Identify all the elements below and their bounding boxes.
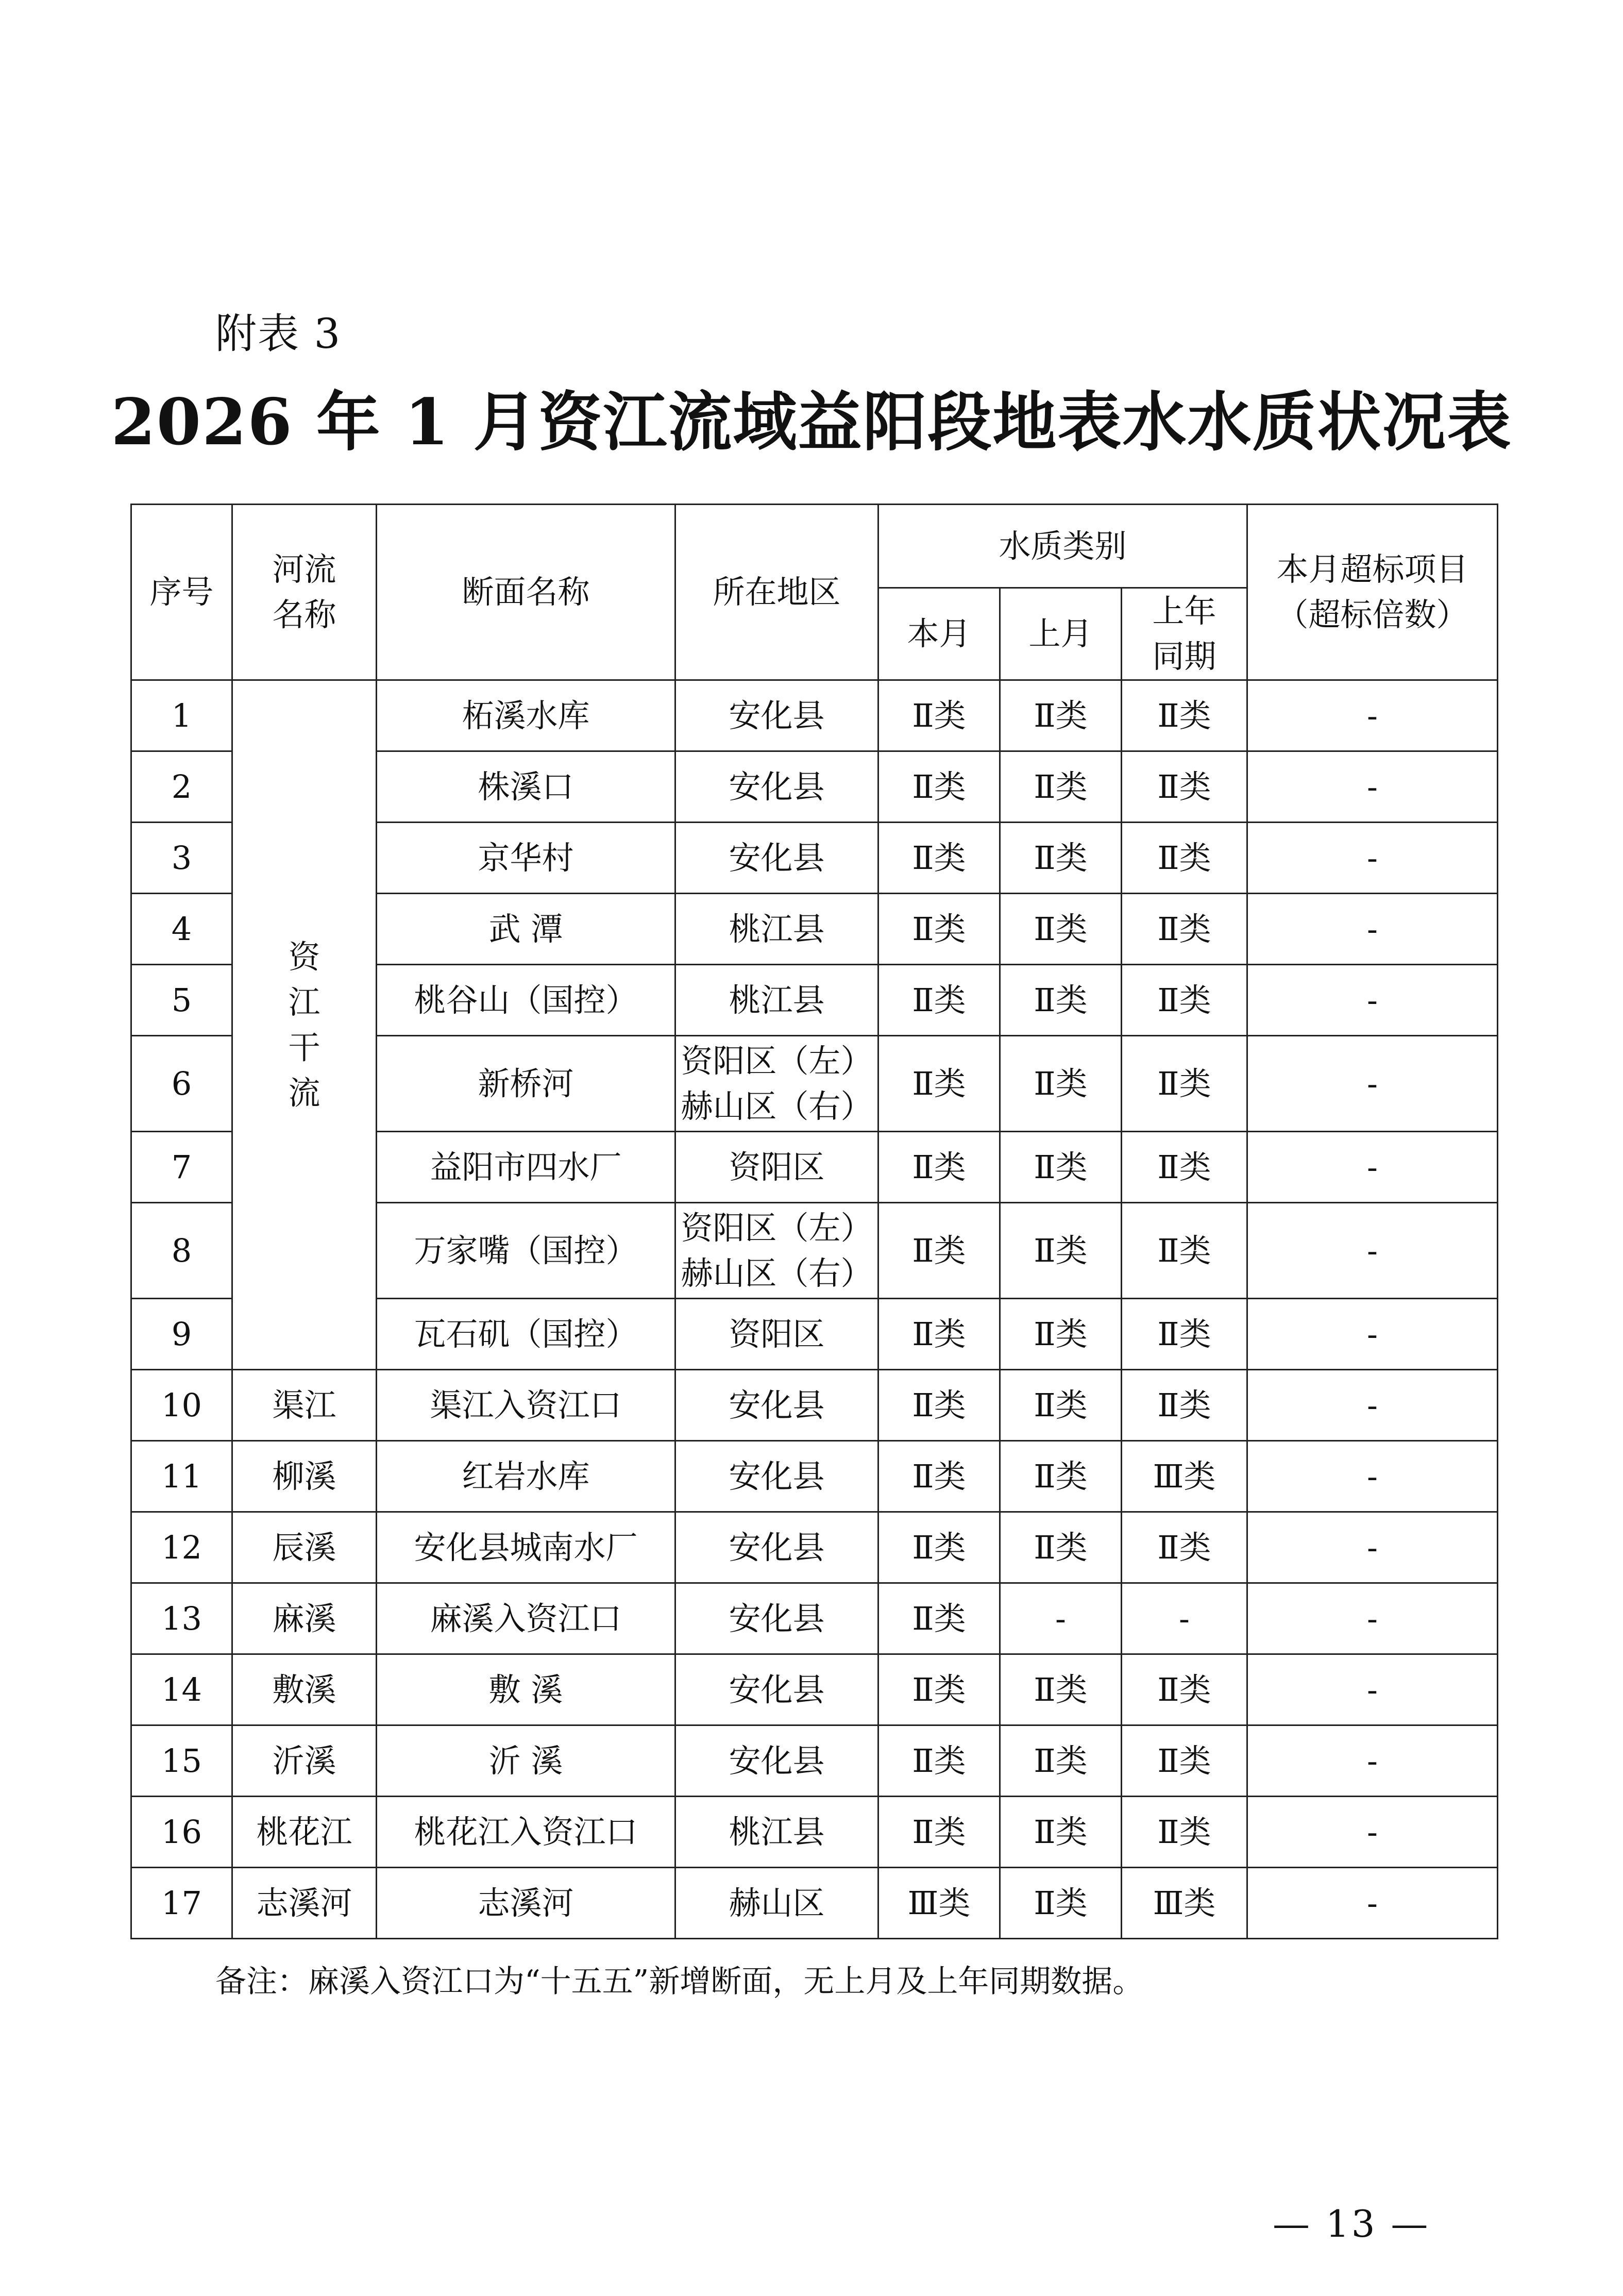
cell-last-month: Ⅱ类	[1000, 1512, 1122, 1583]
cell-section: 瓦石矶（国控）	[377, 1299, 675, 1370]
cell-this-month: Ⅱ类	[878, 1370, 1000, 1441]
cell-region: 安化县	[675, 1654, 878, 1725]
cell-index: 4	[131, 894, 232, 965]
cell-exceed: -	[1247, 751, 1498, 823]
cell-this-month: Ⅱ类	[878, 1299, 1000, 1370]
cell-last-month: Ⅱ类	[1000, 1725, 1122, 1797]
cell-index: 12	[131, 1512, 232, 1583]
cell-river: 志溪河	[232, 1868, 377, 1939]
cell-region: 资阳区	[675, 1299, 878, 1370]
cell-last-month: Ⅱ类	[1000, 1132, 1122, 1203]
cell-last-year: Ⅲ类	[1122, 1441, 1247, 1512]
cell-section: 柘溪水库	[377, 680, 675, 751]
region-line: 赫山区（右）	[681, 1254, 873, 1292]
appendix-label: 附表 3	[215, 310, 342, 358]
cell-index: 17	[131, 1868, 232, 1939]
cell-section: 益阳市四水厂	[377, 1132, 675, 1203]
cell-region: 安化县	[675, 1441, 878, 1512]
cell-index: 10	[131, 1370, 232, 1441]
cell-section: 万家嘴（国控）	[377, 1203, 675, 1299]
cell-this-month: Ⅱ类	[878, 894, 1000, 965]
cell-region: 资阳区	[675, 1132, 878, 1203]
cell-last-year: Ⅱ类	[1122, 1725, 1247, 1797]
cell-region: 安化县	[675, 1512, 878, 1583]
cell-river: 麻溪	[232, 1583, 377, 1654]
cell-this-month: Ⅱ类	[878, 965, 1000, 1036]
cell-last-year: Ⅱ类	[1122, 894, 1247, 965]
cell-last-month: Ⅱ类	[1000, 1654, 1122, 1725]
header-section-name: 断面名称	[377, 505, 675, 680]
table-body	[131, 680, 1498, 1939]
cell-exceed: -	[1247, 823, 1498, 894]
cell-this-month: Ⅲ类	[878, 1868, 1000, 1939]
cell-last-month: Ⅱ类	[1000, 823, 1122, 894]
cell-region: 安化县	[675, 1370, 878, 1441]
cell-last-month: Ⅱ类	[1000, 1036, 1122, 1132]
cell-section: 沂 溪	[377, 1725, 675, 1797]
header-quality-group: 水质类别	[878, 505, 1247, 588]
cell-last-month: Ⅱ类	[1000, 680, 1122, 751]
cell-index: 16	[131, 1797, 232, 1868]
cell-index: 5	[131, 965, 232, 1036]
cell-index: 14	[131, 1654, 232, 1725]
cell-river-main-stream	[232, 680, 377, 1370]
cell-last-month: Ⅱ类	[1000, 1370, 1122, 1441]
cell-section: 株溪口	[377, 751, 675, 823]
cell-this-month: Ⅱ类	[878, 1203, 1000, 1299]
cell-section: 麻溪入资江口	[377, 1583, 675, 1654]
cell-exceed: -	[1247, 965, 1498, 1036]
cell-last-year: Ⅱ类	[1122, 1132, 1247, 1203]
header-index: 序号	[131, 505, 232, 680]
cell-region: 安化县	[675, 680, 878, 751]
cell-river: 敷溪	[232, 1654, 377, 1725]
cell-index: 11	[131, 1441, 232, 1512]
cell-last-year: Ⅱ类	[1122, 1036, 1247, 1132]
cell-exceed: -	[1247, 1299, 1498, 1370]
cell-region: 桃江县	[675, 894, 878, 965]
cell-section: 敷 溪	[377, 1654, 675, 1725]
cell-exceed: -	[1247, 1868, 1498, 1939]
table-row	[131, 1512, 1498, 1583]
cell-exceed: -	[1247, 680, 1498, 751]
cell-section: 桃谷山（国控）	[377, 965, 675, 1036]
cell-this-month: Ⅱ类	[878, 1512, 1000, 1583]
cell-exceed: -	[1247, 1583, 1498, 1654]
cell-exceed: -	[1247, 894, 1498, 965]
cell-exceed: -	[1247, 1203, 1498, 1299]
cell-last-year: Ⅱ类	[1122, 1797, 1247, 1868]
cell-this-month: Ⅱ类	[878, 751, 1000, 823]
cell-section: 安化县城南水厂	[377, 1512, 675, 1583]
table-row	[131, 1725, 1498, 1797]
river-label-char: 干	[288, 1028, 320, 1066]
cell-region: 赫山区	[675, 1868, 878, 1939]
cell-index: 6	[131, 1036, 232, 1132]
cell-section: 武 潭	[377, 894, 675, 965]
cell-last-month: Ⅱ类	[1000, 1203, 1122, 1299]
table-row	[131, 1654, 1498, 1725]
table-row	[131, 1583, 1498, 1654]
cell-last-month: Ⅱ类	[1000, 1868, 1122, 1939]
remark-note: 备注：麻溪入资江口为“十五五”新增断面，无上月及上年同期数据。	[215, 1964, 1144, 2000]
cell-last-year: Ⅱ类	[1122, 965, 1247, 1036]
cell-exceed: -	[1247, 1654, 1498, 1725]
cell-last-month: Ⅱ类	[1000, 751, 1122, 823]
page-title: 2026 年 1 月资江流域益阳段地表水水质状况表	[111, 385, 1512, 460]
cell-region: 安化县	[675, 1583, 878, 1654]
header-same-period-last-year: 上年同期	[1122, 588, 1247, 680]
cell-this-month: Ⅱ类	[878, 1725, 1000, 1797]
cell-index: 15	[131, 1725, 232, 1797]
river-label-char: 流	[288, 1074, 320, 1112]
cell-exceed: -	[1247, 1370, 1498, 1441]
cell-river: 渠江	[232, 1370, 377, 1441]
cell-river: 沂溪	[232, 1725, 377, 1797]
cell-last-month: -	[1000, 1583, 1122, 1654]
page-number: — 13 —	[1273, 2202, 1430, 2245]
cell-last-year: Ⅱ类	[1122, 823, 1247, 894]
cell-region: 安化县	[675, 751, 878, 823]
cell-this-month: Ⅱ类	[878, 1132, 1000, 1203]
header-region: 所在地区	[675, 505, 878, 680]
cell-river: 柳溪	[232, 1441, 377, 1512]
cell-region: 安化县	[675, 823, 878, 894]
cell-region: 安化县	[675, 1725, 878, 1797]
cell-exceed: -	[1247, 1512, 1498, 1583]
cell-last-month: Ⅱ类	[1000, 1299, 1122, 1370]
cell-section: 渠江入资江口	[377, 1370, 675, 1441]
cell-last-month: Ⅱ类	[1000, 894, 1122, 965]
table-row	[131, 680, 1498, 751]
cell-last-year: Ⅱ类	[1122, 1370, 1247, 1441]
cell-index: 2	[131, 751, 232, 823]
cell-section: 京华村	[377, 823, 675, 894]
cell-this-month: Ⅱ类	[878, 1441, 1000, 1512]
cell-section: 新桥河	[377, 1036, 675, 1132]
cell-last-year: Ⅱ类	[1122, 1299, 1247, 1370]
cell-section: 红岩水库	[377, 1441, 675, 1512]
region-line: 资阳区（左）	[681, 1042, 873, 1080]
cell-exceed: -	[1247, 1725, 1498, 1797]
cell-this-month: Ⅱ类	[878, 1583, 1000, 1654]
cell-this-month: Ⅱ类	[878, 1797, 1000, 1868]
header-this-month: 本月	[878, 588, 1000, 680]
table-row	[131, 1370, 1498, 1441]
header-river-name: 河流名称	[232, 505, 377, 680]
cell-last-year: Ⅱ类	[1122, 1203, 1247, 1299]
cell-this-month: Ⅱ类	[878, 823, 1000, 894]
cell-river: 辰溪	[232, 1512, 377, 1583]
cell-index: 1	[131, 680, 232, 751]
cell-last-month: Ⅱ类	[1000, 965, 1122, 1036]
cell-exceed: -	[1247, 1797, 1498, 1868]
cell-this-month: Ⅱ类	[878, 680, 1000, 751]
header-exceed-items: 本月超标项目（超标倍数）	[1247, 505, 1498, 680]
cell-section: 志溪河	[377, 1868, 675, 1939]
cell-last-year: Ⅲ类	[1122, 1868, 1247, 1939]
cell-last-month: Ⅱ类	[1000, 1797, 1122, 1868]
river-label-char: 资	[288, 937, 320, 976]
cell-last-year: Ⅱ类	[1122, 751, 1247, 823]
cell-last-year: Ⅱ类	[1122, 1654, 1247, 1725]
region-line: 赫山区（右）	[681, 1087, 873, 1125]
cell-index: 8	[131, 1203, 232, 1299]
cell-exceed: -	[1247, 1036, 1498, 1132]
cell-index: 7	[131, 1132, 232, 1203]
cell-river: 桃花江	[232, 1797, 377, 1868]
cell-last-year: Ⅱ类	[1122, 680, 1247, 751]
table-row	[131, 1868, 1498, 1939]
cell-region	[675, 1203, 878, 1299]
cell-this-month: Ⅱ类	[878, 1036, 1000, 1132]
cell-last-year: Ⅱ类	[1122, 1512, 1247, 1583]
cell-last-year: -	[1122, 1583, 1247, 1654]
header-last-month: 上月	[1000, 588, 1122, 680]
cell-index: 3	[131, 823, 232, 894]
cell-section: 桃花江入资江口	[377, 1797, 675, 1868]
cell-exceed: -	[1247, 1132, 1498, 1203]
river-label-char: 江	[288, 983, 320, 1021]
cell-index: 13	[131, 1583, 232, 1654]
cell-last-month: Ⅱ类	[1000, 1441, 1122, 1512]
cell-region: 桃江县	[675, 1797, 878, 1868]
table-row	[131, 1797, 1498, 1868]
cell-region: 桃江县	[675, 965, 878, 1036]
cell-this-month: Ⅱ类	[878, 1654, 1000, 1725]
table-row	[131, 1441, 1498, 1512]
region-line: 资阳区（左）	[681, 1209, 873, 1247]
cell-region	[675, 1036, 878, 1132]
water-quality-table	[130, 504, 1498, 1939]
cell-exceed: -	[1247, 1441, 1498, 1512]
cell-index: 9	[131, 1299, 232, 1370]
